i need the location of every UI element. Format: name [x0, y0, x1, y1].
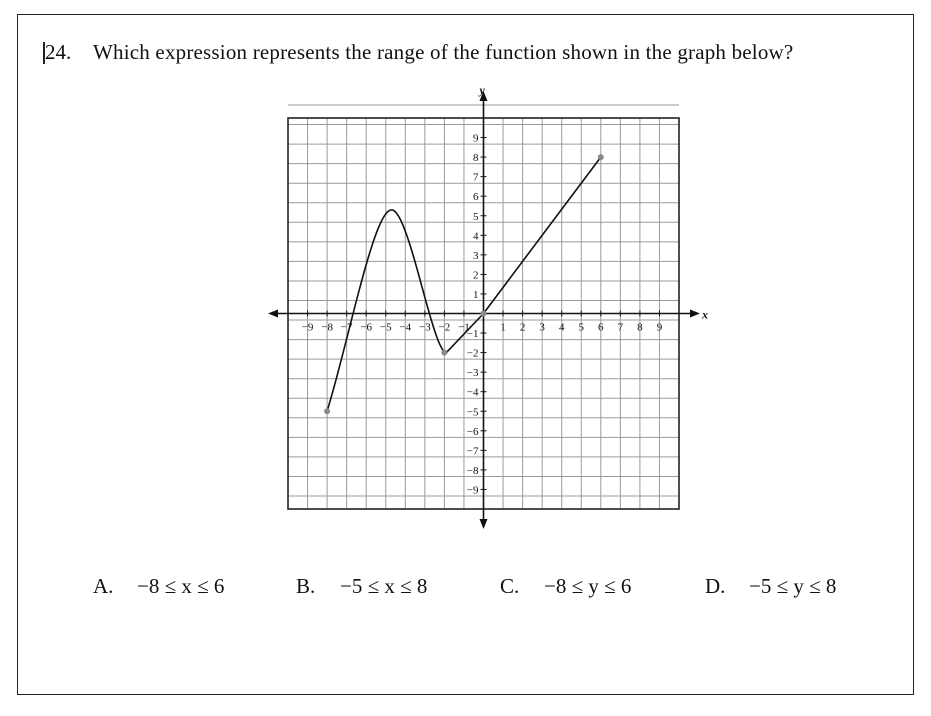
choice-c[interactable]	[500, 574, 631, 599]
choice-c-letter: C.	[500, 574, 520, 598]
choice-d-letter: D.	[705, 574, 726, 598]
x-tick-label: −4	[399, 321, 412, 334]
x-tick-label: 7	[617, 321, 624, 334]
choice-a[interactable]	[93, 574, 224, 599]
x-tick-label: −6	[360, 321, 373, 334]
curve-point	[481, 311, 487, 317]
x-axis-label: x	[702, 307, 708, 322]
y-tick-label: 1	[473, 288, 479, 301]
question-number: 24.	[45, 40, 72, 64]
y-tick-label: 5	[473, 210, 479, 223]
x-tick-label: −7	[340, 321, 353, 334]
y-tick-label: −5	[466, 406, 479, 419]
x-tick-label: −3	[418, 321, 431, 334]
x-tick-label: −5	[379, 321, 392, 334]
x-tick-label: 2	[519, 321, 526, 334]
y-tick-label: −8	[466, 464, 479, 477]
x-tick-label: −8	[321, 321, 333, 334]
y-tick-label: 2	[473, 269, 479, 282]
curve-point	[598, 154, 604, 160]
choice-c-expr: −8 ≤ y ≤ 6	[544, 574, 632, 598]
choice-a-expr: −8 ≤ x ≤ 6	[137, 574, 225, 598]
function-graph	[265, 82, 710, 532]
question-text: Which expression represents the range of the function shown in the graph below?	[93, 40, 794, 64]
y-tick-label: −4	[466, 386, 479, 399]
y-tick-label: −9	[466, 484, 479, 497]
y-tick-label: 7	[473, 171, 479, 184]
x-tick-label: 5	[578, 321, 584, 334]
x-tick-label: 8	[637, 321, 643, 334]
y-tick-label: 9	[473, 132, 479, 145]
x-tick-label: −2	[438, 321, 451, 334]
y-tick-label: −3	[466, 367, 479, 380]
x-tick-label: 4	[558, 321, 565, 334]
y-axis-label: y	[479, 83, 485, 97]
x-tick-label: 1	[500, 321, 506, 334]
choice-b-letter: B.	[296, 574, 316, 598]
curve-point	[324, 408, 330, 414]
x-tick-label: 3	[539, 321, 545, 334]
x-axis-right-arrow	[690, 310, 700, 318]
choice-b-expr: −5 ≤ x ≤ 8	[340, 574, 428, 598]
y-tick-label: 6	[473, 191, 479, 204]
choice-d-expr: −5 ≤ y ≤ 8	[749, 574, 837, 598]
x-tick-label: 9	[656, 321, 663, 334]
y-axis-down-arrow	[480, 519, 488, 529]
tick-labels	[302, 83, 708, 496]
choice-a-letter: A.	[93, 574, 114, 598]
y-tick-label: −7	[466, 445, 479, 458]
choice-b[interactable]	[296, 574, 427, 599]
x-axis-left-arrow	[268, 310, 278, 318]
curve-point	[441, 350, 447, 356]
y-tick-label: 3	[473, 249, 479, 262]
y-tick-label: −6	[466, 425, 479, 438]
y-tick-label: −2	[466, 347, 479, 360]
x-tick-label: −9	[301, 321, 314, 334]
y-tick-label: 8	[473, 152, 479, 165]
x-tick-label: −1	[458, 321, 470, 334]
y-tick-label: 4	[473, 230, 479, 243]
x-tick-label: 6	[598, 321, 604, 334]
answer-choices	[0, 574, 931, 604]
choice-d[interactable]	[705, 574, 836, 599]
y-tick-label: −1	[466, 328, 479, 341]
